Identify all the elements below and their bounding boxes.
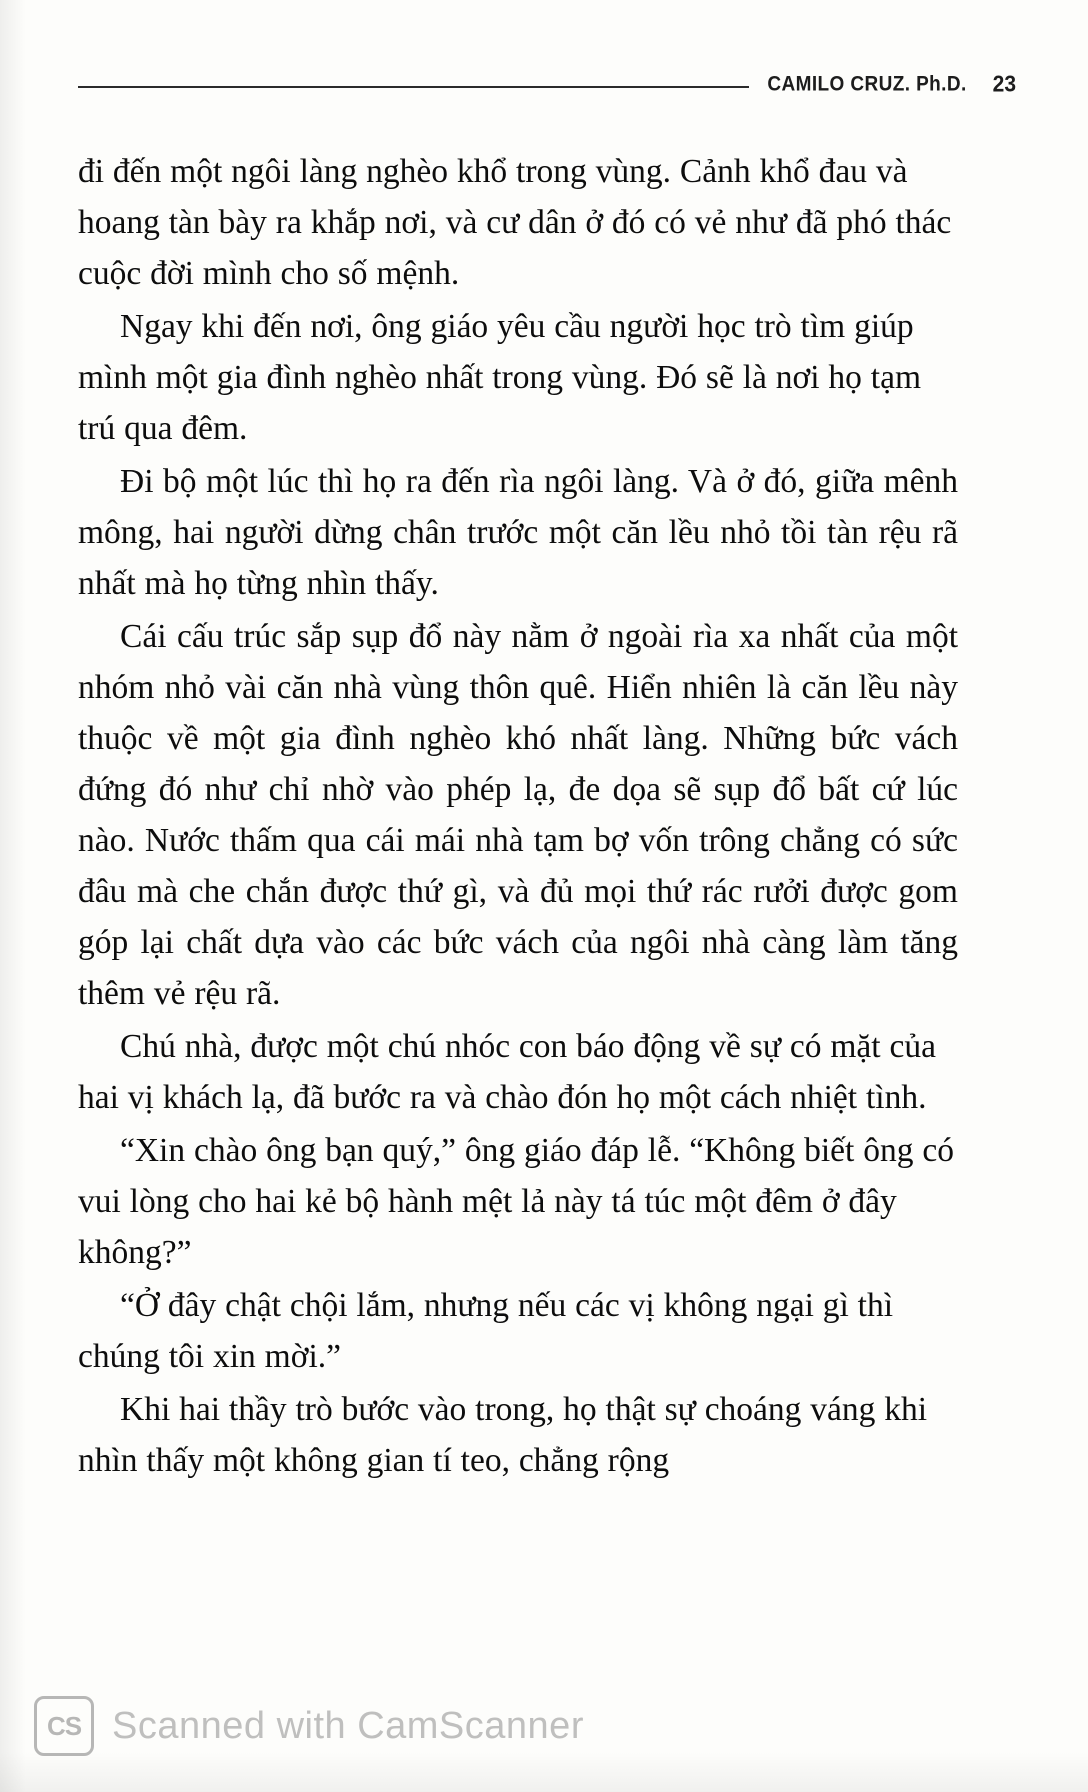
paragraph: Cái cấu trúc sắp sụp đổ này nằm ở ngoài rìa xa nhất của một nhóm nhỏ vài căn nhà vùng thôn quê. Hiển nhiên là căn lều này thuộc về một gia đình nghèo khó nhất làng. Những bức vách đứng đó như chỉ nhờ vào phép lạ, đe dọa sẽ sụp đổ bất cứ lúc nào. Nước thấm qua cái mái nhà tạm bợ vốn trông chẳng có sức đâu mà che chắn được thứ gì, và đủ mọi thứ rác rưởi được gom góp lại chất dựa vào các bức vách của ngôi nhà càng làm tăng thêm vẻ rệu rã. — [78, 618, 958, 1012]
scan-shadow-bottom — [0, 1752, 1088, 1792]
paragraph: Đi bộ một lúc thì họ ra đến rìa ngôi làng. Và ở đó, giữa mênh mông, hai người dừng chân trước một căn lều nhỏ tồi tàn rệu rã nhất mà họ từng nhìn thấy. — [78, 463, 958, 602]
paragraph: Chú nhà, được một chú nhóc con báo động về sự có mặt của hai vị khách lạ, đã bước ra và chào đón họ một cách nhiệt tình. — [78, 1028, 936, 1116]
header-author: CAMILO CRUZ. Ph.D. — [767, 72, 967, 97]
header-rule — [78, 86, 749, 88]
paragraph: Ngay khi đến nơi, ông giáo yêu cầu người học trò tìm giúp mình một gia đình nghèo nhất trong vùng. Đó sẽ là nơi họ tạm trú qua đêm. — [78, 308, 922, 447]
page-header — [78, 68, 1016, 102]
scan-shadow-left — [0, 0, 26, 1792]
page-body — [78, 146, 958, 1488]
camscanner-label: Scanned with CamScanner — [112, 1704, 584, 1747]
camscanner-logo-icon: CS — [34, 1696, 94, 1756]
paragraph: đi đến một ngôi làng nghèo khổ trong vùng. Cảnh khổ đau và hoang tàn bày ra khắp nơi, và cư dân ở đó có vẻ như đã phó thác cuộc đời mình cho số mệnh. — [78, 153, 952, 292]
paragraph: “Xin chào ông bạn quý,” ông giáo đáp lễ. “Không biết ông có vui lòng cho hai kẻ bộ hành mệt lả này tá túc một đêm ở đây không?” — [78, 1132, 954, 1271]
paragraph: Khi hai thầy trò bước vào trong, họ thật sự choáng váng khi nhìn thấy một không gian tí teo, chẳng rộng — [78, 1391, 928, 1479]
camscanner-watermark — [34, 1696, 584, 1756]
page-number: 23 — [992, 71, 1016, 98]
paragraph: “Ở đây chật chội lắm, nhưng nếu các vị không ngại gì thì chúng tôi xin mời.” — [78, 1287, 894, 1375]
